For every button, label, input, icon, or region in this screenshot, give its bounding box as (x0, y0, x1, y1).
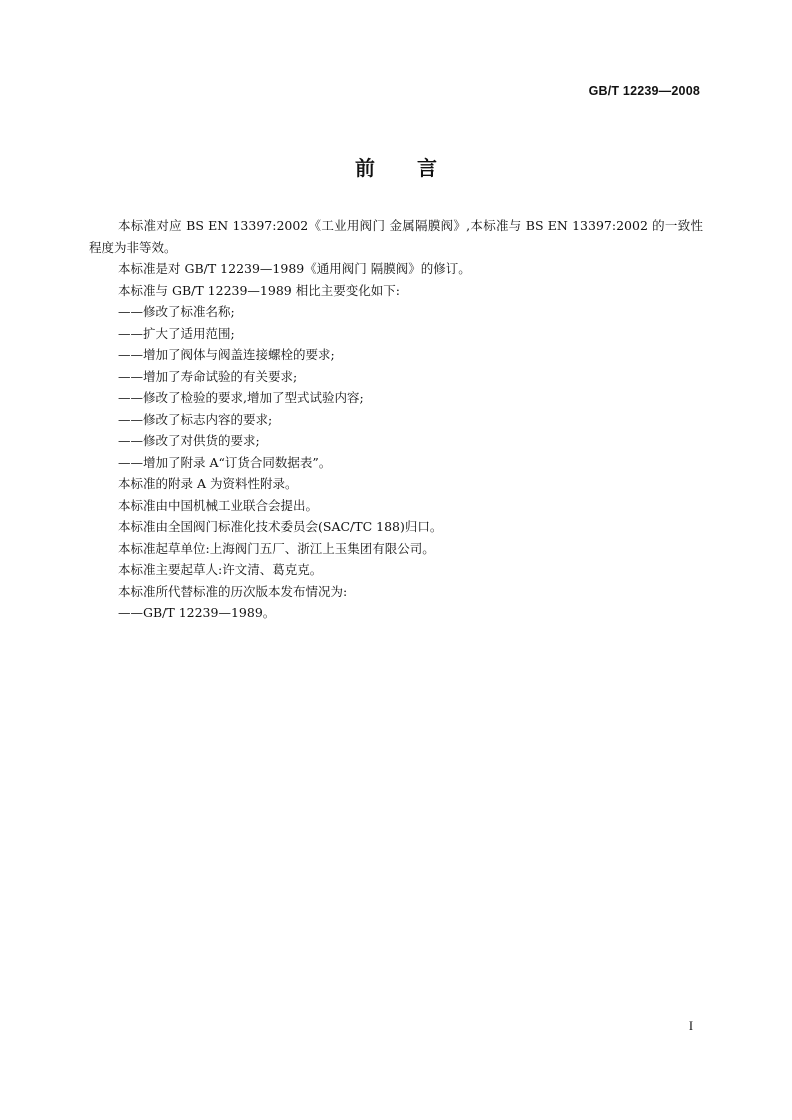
paragraph-correspondence: 本标准对应 BS EN 13397:2002《工业用阀门 金属隔膜阀》,本标准与 BS EN 13397:2002 的一致性程度为非等效。 (89, 218, 703, 255)
changes-list (89, 301, 703, 473)
foreword-body (89, 215, 703, 624)
paragraph-history-intro: 本标准所代替标准的历次版本发布情况为: (118, 583, 348, 599)
list-item: ——修改了对供货的要求; (118, 433, 260, 448)
list-item: ——增加了附录 A“订货合同数据表”。 (118, 454, 332, 470)
paragraph-revision: 本标准是对 GB/T 12239—1989《通用阀门 隔膜阀》的修订。 (118, 261, 471, 276)
history-list (89, 602, 703, 624)
list-item: ——GB/T 12239—1989。 (118, 605, 276, 620)
standard-code-header: GB/T 12239—2008 (588, 84, 700, 98)
page-title: 前言 (355, 156, 479, 180)
paragraph-proposer: 本标准由中国机械工业联合会提出。 (118, 497, 319, 513)
paragraph-annex-info: 本标准的附录 A 为资料性附录。 (118, 476, 298, 491)
list-item: ——增加了阀体与阀盖连接螺栓的要求; (118, 347, 335, 362)
paragraph-committee: 本标准由全国阀门标准化技术委员会(SAC/TC 188)归口。 (118, 519, 443, 534)
list-item: ——扩大了适用范围; (118, 325, 235, 341)
list-item: ——修改了检验的要求,增加了型式试验内容; (118, 390, 364, 405)
paragraph-drafters: 本标准主要起草人:许文清、葛克克。 (118, 562, 323, 577)
page-number: I (688, 1019, 693, 1033)
list-item: ——修改了标准名称; (118, 304, 235, 319)
paragraph-drafting-units: 本标准起草单位:上海阀门五厂、浙江上玉集团有限公司。 (118, 540, 435, 556)
list-item: ——修改了标志内容的要求; (118, 411, 273, 427)
list-item: ——增加了寿命试验的有关要求; (118, 368, 298, 384)
paragraph-changes-intro: 本标准与 GB/T 12239—1989 相比主要变化如下: (118, 282, 400, 298)
